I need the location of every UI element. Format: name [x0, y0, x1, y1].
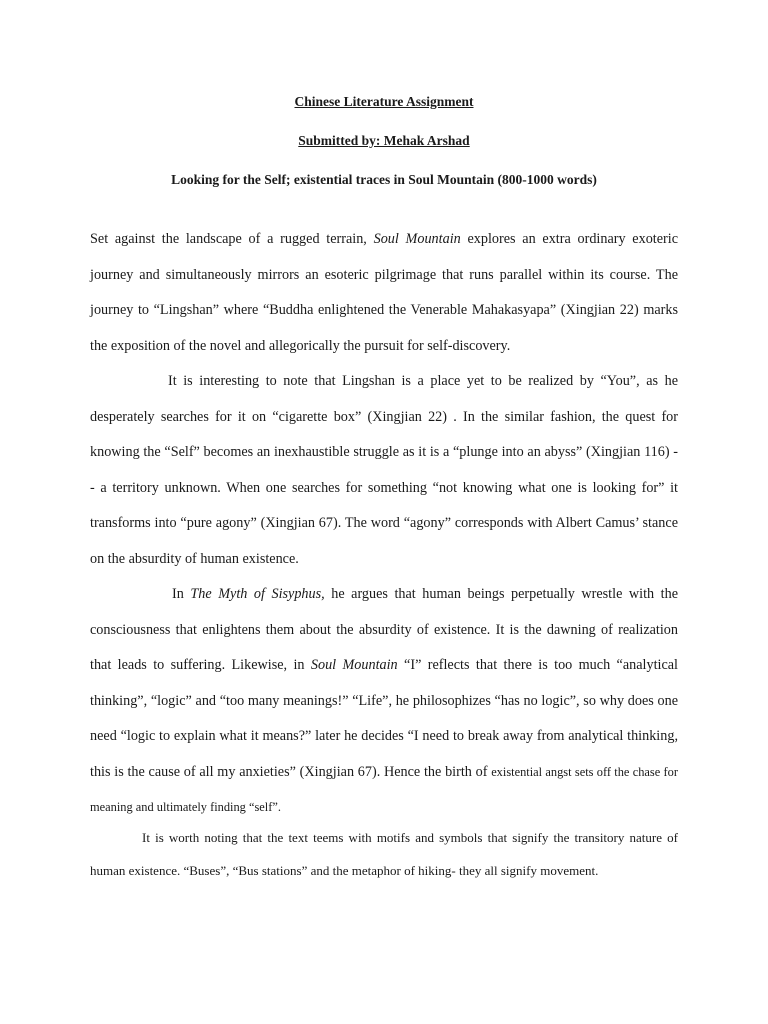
author-line — [0, 132, 768, 150]
paragraph-2 — [90, 364, 678, 577]
document-title — [0, 93, 768, 111]
book-title-italic: Soul Mountain — [373, 231, 461, 247]
paragraph-3-text-cont: he argues that human beings perpetually wrestle with the consciousness that enlightens them about the absurdity of existence. It is the dawning of realization that leads to suffering. Likewise, in — [90, 586, 679, 673]
myth-of-sisyphus-italic: The Myth of Sisyphus, — [190, 586, 325, 602]
book-title-italic: Soul Mountain — [310, 657, 398, 673]
paragraph-3-text-cont-2: “I” reflects that there is too much “analytical thinking”, “logic” and “too many meanings!” “Life”, he philosophizes “has no logic”, so why does one need “logic to explain what it means?” later he decides “I need to break away from analytical thinking, this is the cause of all my anxieties” (Xingjian 67). Hence the birth of — [90, 657, 678, 780]
paragraph-3-text-tail: existential angst sets off the chase for meaning and ultimately finding “self”. — [90, 764, 678, 814]
paragraph-3 — [90, 577, 678, 826]
document-subtitle — [0, 171, 768, 189]
paragraph-4-text: It is worth noting that the text teems with motifs and symbols that signify the transitory nature of human existence. “Buses”, “Bus stations” and the metaphor of hiking- they all signify movement. — [90, 830, 678, 878]
paragraph-1-text-cont: explores an extra ordinary exoteric journey and simultaneously mirrors an esoteric pilgrimage that runs parallel within its course. The journey to “Lingshan” where “Buddha enlightened the Venerable Mahakasyapa” (Xingjian 22) marks the exposition of the novel and allegorically the pursuit for self-discovery. — [90, 231, 678, 354]
paragraph-2-text: It is interesting to note that Lingshan is a place yet to be realized by “You”, as he desperately searches for it on “cigarette box” (Xingjian 22) . In the similar fashion, the quest for knowing the “Self” becomes an inexhaustible struggle as it is a “plunge into an abyss” (Xingjian 116) -- a territory unknown. When one searches for something “not knowing what one is looking for” it transforms into “pure agony” (Xingjian 67). The word “agony” corresponds with Albert Camus’ stance on the absurdity of human existence. — [90, 373, 678, 567]
document-title-text: Chinese Literature Assignment — [294, 94, 474, 109]
paragraph-1-text: Set against the landscape of a rugged terrain, — [90, 231, 374, 247]
paragraph-4 — [90, 821, 678, 887]
author-line-text: Submitted by: Mehak Arshad — [298, 133, 470, 148]
paragraph-1 — [90, 222, 678, 364]
document-subtitle-text: Looking for the Self; existential traces in Soul Mountain (800-1000 words) — [171, 172, 597, 187]
paragraph-3-text: In — [172, 586, 191, 602]
